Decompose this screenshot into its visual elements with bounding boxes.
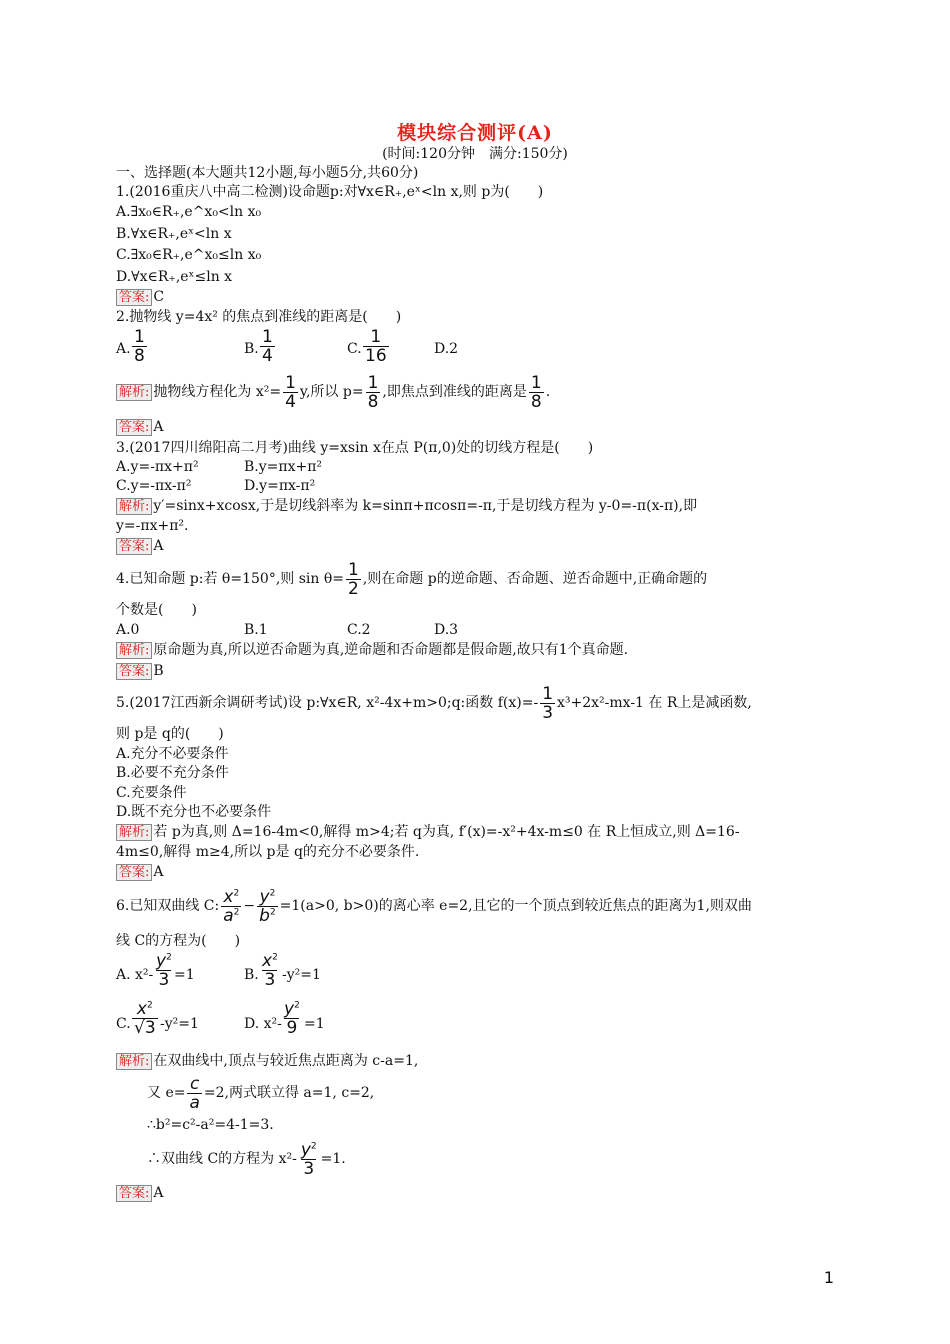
answer-tag: 答案:: [116, 1185, 152, 1202]
analysis-tag: 解析:: [116, 824, 152, 841]
q3-option-a: A.y=-πx+π²: [116, 459, 199, 475]
q6-option-a-fraction: $\frac{y^2}{3}$: [156, 951, 172, 990]
q1-answer-line: [116, 288, 164, 306]
q1-stem: 1.(2016重庆八中高二检测)设命题p:对∀x∈R₊,eˣ<ln x,则 p为( ): [116, 184, 544, 200]
q1-option-b: B.∀x∈R₊,eˣ<ln x: [116, 226, 232, 242]
q2-fraction-1: $\frac{1}{4}$: [285, 372, 296, 412]
q5-option-b: B.必要不充分条件: [116, 765, 229, 781]
q1-option-a: A.∃x₀∈R₊,e^x₀<ln x₀: [116, 204, 262, 220]
q5-stem: 5.(2017江西新余调研考试)设 p:∀x∈R, x²-4x+m>0;q:函数 f(x)=- $\frac{1}{3}$ x³+2x²-mx-1 在 R上是减函数,: [116, 683, 752, 723]
analysis-tag: 解析:: [116, 642, 152, 659]
q6-option-c-fraction: $\frac{x^2}{√3}$: [134, 999, 156, 1038]
q5-analysis-2: 4m≤0,解得 m≥4,所以 p是 q的充分不必要条件.: [116, 844, 420, 860]
q2-option-d: D.2: [434, 341, 459, 357]
answer-tag: 答案:: [116, 419, 152, 436]
q5-fraction: $\frac{1}{3}$: [542, 683, 554, 723]
q1-option-c: C.∃x₀∈R₊,e^x₀≤ln x₀: [116, 247, 262, 263]
q6-option-a-pre: A. x²-: [116, 967, 154, 983]
q6-answer-line: [116, 1184, 164, 1202]
q2-option-b-label: B.: [244, 341, 259, 357]
q2-option-c-fraction: $\frac{1}{16}$: [365, 327, 387, 366]
q6-stem-2: 线 C的方程为( ): [116, 933, 241, 949]
q6-fraction-c-a: $\frac{c}{a}$: [189, 1073, 200, 1113]
q4-answer: B: [153, 663, 164, 679]
q3-stem: 3.(2017四川绵阳高二月考)曲线 y=xsin x在点 P(π,0)处的切线方程是( ): [116, 440, 594, 456]
q2-option-a-fraction: $\frac{1}{8}$: [134, 327, 145, 366]
q4-option-a: A.0: [116, 622, 140, 638]
q2-fraction-2: $\frac{1}{8}$: [367, 372, 379, 412]
q2-analysis: 解析: 抛物线方程化为 x²= $\frac{1}{4}$ y,所以 p= $\frac{1}{8}$ ,即焦点到准线的距离是 $\frac{1}{8}$ .: [116, 372, 550, 412]
q6-option-b-post: -y²=1: [282, 967, 321, 983]
q3-option-b: B.y=πx+π²: [244, 459, 323, 475]
q6-option-d-fraction: $\frac{y^2}{9}$: [284, 999, 300, 1038]
page-subtitle: (时间:120分钟 满分:150分): [382, 146, 568, 162]
page-title: 模块综合测评(A): [397, 122, 553, 144]
q1-option-d: D.∀x∈R₊,eˣ≤ln x: [116, 269, 233, 285]
q5-answer: A: [153, 864, 164, 880]
q1-answer: C: [153, 289, 165, 305]
q6-option-b-fraction: $\frac{x^2}{3}$: [262, 951, 278, 990]
q4-option-d: D.3: [434, 622, 459, 638]
q2-answer-line: [116, 418, 164, 436]
analysis-tag: 解析:: [116, 1053, 152, 1070]
answer-tag: 答案:: [116, 289, 152, 306]
q6-option-c-pre: C.: [116, 1016, 131, 1032]
q6-option-b-pre: B.: [244, 967, 259, 983]
q6-option-d-pre: D. x²-: [244, 1016, 282, 1032]
q4-stem: 4.已知命题 p:若 θ=150°,则 sin θ= $\frac{1}{2}$ ,则在命题 p的逆命题、否命题、逆否命题中,正确命题的: [116, 559, 708, 599]
q5-analysis-1: 解析: 若 p为真,则 Δ=16-4m<0,解得 m>4;若 q为真, f′(x)=-x²+4x-m≤0 在 R上恒成立,则 Δ=16-: [116, 823, 740, 841]
q3-analysis-2: y=-πx+π².: [116, 518, 189, 534]
q2-fraction-3: $\frac{1}{8}$: [530, 372, 542, 412]
q5-option-c: C.充要条件: [116, 785, 187, 801]
q2-option-c-label: C.: [347, 341, 362, 357]
q6-option-c-post: -y²=1: [160, 1016, 199, 1032]
q4-analysis: 解析: 原命题为真,所以逆否命题为真,逆命题和否命题都是假命题,故只有1个真命题.: [116, 641, 628, 659]
q6-answer: A: [153, 1185, 164, 1201]
q6-option-a-post: =1: [174, 967, 195, 983]
q5-option-a: A.充分不必要条件: [116, 746, 229, 762]
analysis-tag: 解析:: [116, 498, 152, 515]
q4-answer-line: [116, 662, 164, 680]
q5-answer-line: [116, 863, 164, 881]
q6-options-row2: [116, 1000, 516, 1048]
q5-option-d: D.既不充分也不必要条件: [116, 804, 272, 820]
answer-tag: 答案:: [116, 663, 152, 680]
q6-analysis-1: 解析: 在双曲线中,顶点与较近焦点距离为 c-a=1,: [116, 1052, 418, 1070]
q2-answer: A: [153, 419, 164, 435]
q4-option-b: B.1: [244, 622, 268, 638]
q5-stem-2: 则 p是 q的( ): [116, 726, 224, 742]
q3-analysis-1: 解析: y′=sinx+xcosx,于是切线斜率为 k=sinπ+πcosπ=-π,于是切线方程为 y-0=-π(x-π),即: [116, 497, 697, 515]
answer-tag: 答案:: [116, 538, 152, 555]
analysis-tag: 解析:: [116, 384, 152, 401]
q3-answer-line: [116, 537, 164, 555]
q6-option-d-post: =1: [304, 1016, 325, 1032]
q2-option-b-fraction: $\frac{1}{4}$: [262, 327, 273, 366]
q2-stem: 2.抛物线 y=4x² 的焦点到准线的距离是( ): [116, 309, 402, 325]
q4-option-c: C.2: [347, 622, 371, 638]
q4-stem-2: 个数是( ): [116, 602, 197, 618]
q6-fraction-y2-3: $\frac{y^2}{3}$: [300, 1139, 317, 1179]
q6-analysis-3: ∴b²=c²-a²=4-1=3.: [147, 1117, 274, 1133]
q2-option-a-label: A.: [116, 341, 131, 357]
section-heading: 一、选择题(本大题共12小题,每小题5分,共60分): [116, 165, 419, 181]
q6-options-row1: [116, 952, 516, 998]
q6-analysis-4: ∴双曲线 C的方程为 x²- $\frac{y^2}{3}$ =1.: [147, 1139, 346, 1179]
q6-analysis-2: 又 e= $\frac{c}{a}$ =2,两式联立得 a=1, c=2,: [147, 1073, 375, 1113]
q6-fraction-y2-b2: $\frac{y^2}{b^2}$: [259, 886, 276, 926]
q6-fraction-x2-a2: $\frac{x^2}{a^2}$: [223, 886, 240, 926]
q4-fraction: $\frac{1}{2}$: [348, 559, 359, 599]
q3-option-c: C.y=-πx-π²: [116, 478, 192, 494]
page-number: 1: [823, 1268, 834, 1287]
answer-tag: 答案:: [116, 864, 152, 881]
q3-answer: A: [153, 538, 164, 554]
q6-stem: 6.已知双曲线 C: $\frac{x^2}{a^2}$ − $\frac{y^2}{b^2}$ =1(a>0, b>0)的离心率 e=2,且它的一个顶点到较近焦点的距离为1,则双曲: [116, 886, 752, 926]
q3-option-d: D.y=πx-π²: [244, 478, 316, 494]
